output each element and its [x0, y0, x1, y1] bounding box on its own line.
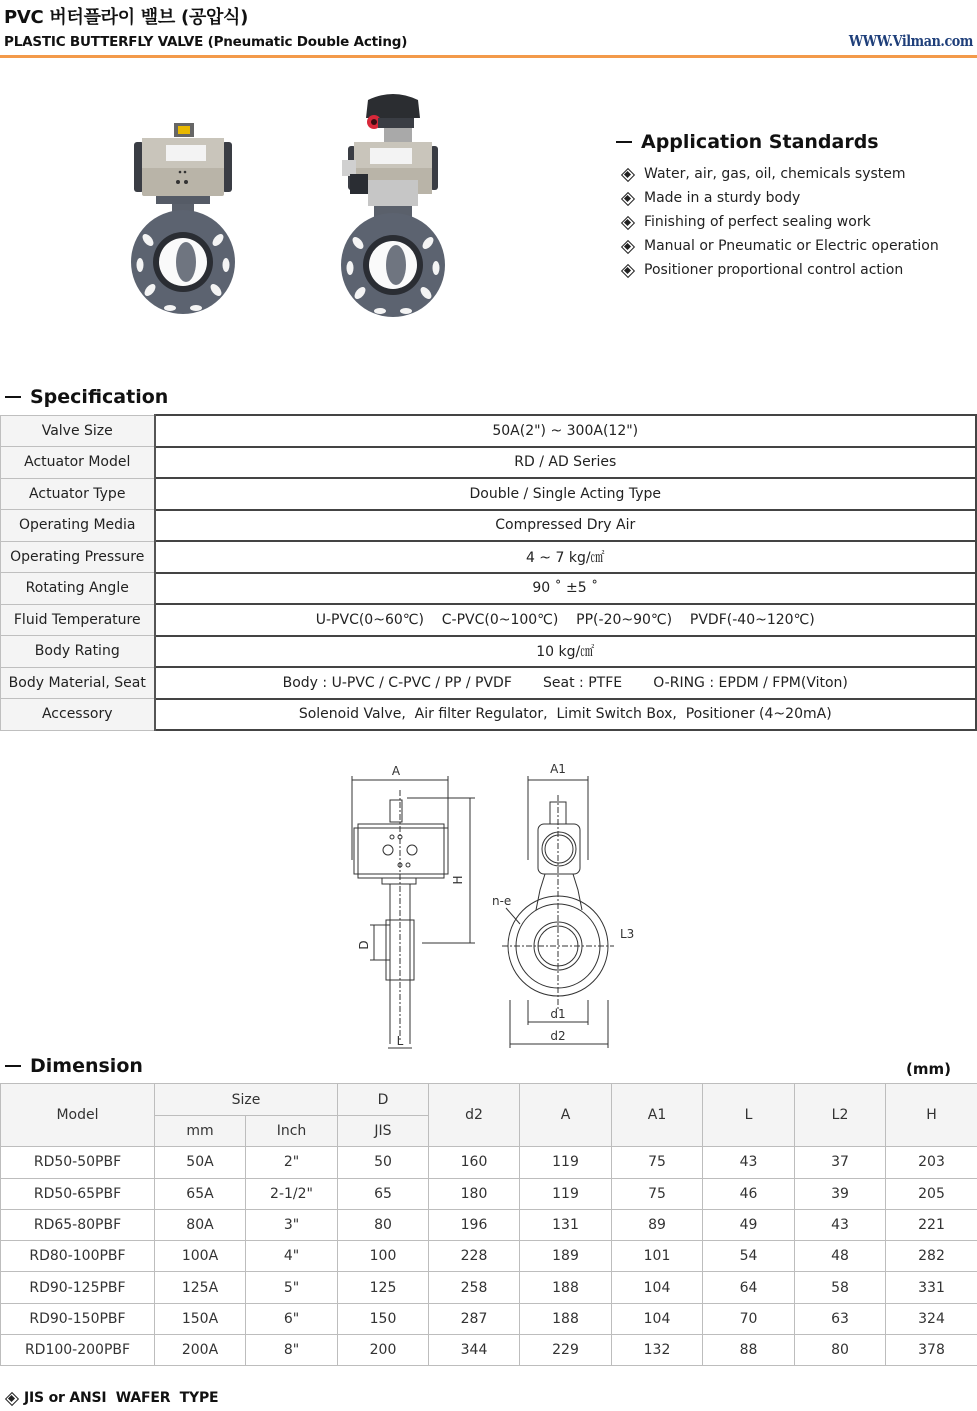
table-cell: 88	[703, 1335, 795, 1366]
table-cell: 89	[612, 1209, 703, 1240]
spec-label: Operating Pressure	[1, 541, 155, 573]
spec-value: 50A(2") ~ 300A(12")	[155, 415, 977, 447]
dim-label-l3: L3	[620, 927, 635, 941]
spec-value: 4 ~ 7 kg/㎠	[155, 541, 977, 573]
col-inch: Inch	[246, 1116, 338, 1147]
col-h: H	[886, 1084, 977, 1147]
diamond-bullet-icon	[621, 240, 634, 253]
spec-value: U-PVC(0~60℃) C-PVC(0~100℃) PP(-20~90℃) PVDF(-40~120℃)	[155, 604, 977, 636]
col-size: Size	[155, 1084, 338, 1116]
table-cell: 6"	[246, 1303, 338, 1334]
header-row	[1, 1084, 977, 1116]
table-cell: 205	[886, 1178, 977, 1209]
specification-table	[0, 414, 977, 731]
table-cell: RD90-125PBF	[1, 1272, 155, 1303]
spec-row	[1, 478, 977, 510]
technical-drawing	[330, 760, 650, 1059]
table-cell: 58	[795, 1272, 886, 1303]
table-row	[1, 1335, 977, 1366]
table-cell: 119	[520, 1147, 612, 1178]
application-standards	[615, 131, 965, 282]
table-cell: 200	[338, 1335, 429, 1366]
table-cell: 100	[338, 1241, 429, 1272]
table-cell: 125	[338, 1272, 429, 1303]
col-d: D	[338, 1084, 429, 1116]
spec-label: Actuator Type	[1, 478, 155, 510]
table-cell: 229	[520, 1335, 612, 1366]
table-cell: 80	[795, 1335, 886, 1366]
spec-label: Operating Media	[1, 510, 155, 542]
spec-value: Double / Single Acting Type	[155, 478, 977, 510]
table-cell: RD80-100PBF	[1, 1241, 155, 1272]
table-cell: 180	[429, 1178, 520, 1209]
application-list	[615, 162, 965, 282]
table-cell: 43	[703, 1147, 795, 1178]
spec-value: 10 kg/㎠	[155, 636, 977, 668]
table-cell: RD90-150PBF	[1, 1303, 155, 1334]
table-row	[1, 1209, 977, 1240]
table-cell: 196	[429, 1209, 520, 1240]
table-cell: 228	[429, 1241, 520, 1272]
table-cell: 50A	[155, 1147, 246, 1178]
table-cell: 287	[429, 1303, 520, 1334]
table-cell: 54	[703, 1241, 795, 1272]
diamond-bullet-icon	[621, 216, 634, 229]
table-cell: 100A	[155, 1241, 246, 1272]
col-a: A	[520, 1084, 612, 1147]
table-cell: 331	[886, 1272, 977, 1303]
col-mm: mm	[155, 1116, 246, 1147]
dim-label-a1: A1	[550, 762, 566, 776]
table-cell: 150	[338, 1303, 429, 1334]
dimension-title: Dimension	[4, 1055, 143, 1077]
spec-value: Solenoid Valve, Air filter Regulator, Limit Switch Box, Positioner (4~20mA)	[155, 699, 977, 731]
table-cell: RD50-65PBF	[1, 1178, 155, 1209]
title-english: PLASTIC BUTTERFLY VALVE (Pneumatic Double Acting)	[4, 34, 408, 50]
spec-row	[1, 415, 977, 447]
table-cell: 188	[520, 1303, 612, 1334]
table-cell: 48	[795, 1241, 886, 1272]
table-row	[1, 1272, 977, 1303]
table-cell: 39	[795, 1178, 886, 1209]
spec-label: Body Rating	[1, 636, 155, 668]
product-photo-valve-actuator	[128, 120, 238, 320]
table-cell: 43	[795, 1209, 886, 1240]
table-cell: 2"	[246, 1147, 338, 1178]
dash-icon	[5, 396, 21, 398]
table-cell: 4"	[246, 1241, 338, 1272]
website-link[interactable]: WWW.Vilman.com	[848, 32, 973, 50]
table-cell: 80A	[155, 1209, 246, 1240]
table-row	[1, 1147, 977, 1178]
spec-label: Actuator Model	[1, 447, 155, 479]
dimension-body	[1, 1147, 977, 1366]
table-cell: 131	[520, 1209, 612, 1240]
diamond-bullet-icon	[5, 1392, 18, 1405]
diamond-bullet-icon	[621, 192, 634, 205]
table-cell: 378	[886, 1335, 977, 1366]
unit-label: (mm)	[906, 1060, 951, 1078]
col-d2: d2	[429, 1084, 520, 1147]
dim-label-a: A	[391, 764, 401, 778]
table-cell: RD100-200PBF	[1, 1335, 155, 1366]
table-cell: 258	[429, 1272, 520, 1303]
table-cell: 80	[338, 1209, 429, 1240]
col-a1: A1	[612, 1084, 703, 1147]
col-l: L	[703, 1084, 795, 1147]
application-item: Positioner proportional control action	[615, 258, 965, 282]
table-cell: 37	[795, 1147, 886, 1178]
table-cell: 203	[886, 1147, 977, 1178]
spec-label: Accessory	[1, 699, 155, 731]
table-cell: 104	[612, 1272, 703, 1303]
table-cell: RD65-80PBF	[1, 1209, 155, 1240]
spec-row	[1, 447, 977, 479]
spec-row	[1, 541, 977, 573]
spec-row	[1, 667, 977, 699]
application-item: Made in a sturdy body	[615, 186, 965, 210]
table-cell: 65A	[155, 1178, 246, 1209]
spec-row	[1, 636, 977, 668]
table-cell: 2-1/2"	[246, 1178, 338, 1209]
diamond-bullet-icon	[621, 264, 634, 277]
dim-label-h: H	[451, 875, 465, 885]
product-photo-valve-accessories	[338, 90, 448, 320]
table-cell: 63	[795, 1303, 886, 1334]
footer-note: JIS or ANSI WAFER TYPE	[5, 1390, 218, 1406]
dim-label-d: D	[357, 940, 371, 950]
table-cell: 324	[886, 1303, 977, 1334]
table-cell: 75	[612, 1178, 703, 1209]
col-l2: L2	[795, 1084, 886, 1147]
dim-label-l: L	[396, 1034, 404, 1048]
dim-label-ne: n-e	[492, 894, 512, 908]
table-cell: 8"	[246, 1335, 338, 1366]
table-cell: 200A	[155, 1335, 246, 1366]
table-cell: 65	[338, 1178, 429, 1209]
table-cell: 46	[703, 1178, 795, 1209]
spec-label: Rotating Angle	[1, 573, 155, 605]
table-cell: 188	[520, 1272, 612, 1303]
application-item: Finishing of perfect sealing work	[615, 210, 965, 234]
dim-label-d1: d1	[550, 1007, 566, 1021]
title-korean: PVC 버터플라이 밸브 (공압식)	[4, 7, 249, 28]
spec-row	[1, 573, 977, 605]
table-row	[1, 1178, 977, 1209]
table-cell: 3"	[246, 1209, 338, 1240]
header-divider	[0, 55, 977, 58]
spec-value: Body : U-PVC / C-PVC / PP / PVDF Seat : PTFE O-RING : EPDM / FPM(Viton)	[155, 667, 977, 699]
page-header	[0, 0, 977, 58]
application-item: Manual or Pneumatic or Electric operation	[615, 234, 965, 258]
table-cell: 119	[520, 1178, 612, 1209]
diamond-bullet-icon	[621, 168, 634, 181]
table-cell: 221	[886, 1209, 977, 1240]
dim-label-d2: d2	[550, 1029, 566, 1043]
table-cell: 70	[703, 1303, 795, 1334]
col-model: Model	[1, 1084, 155, 1147]
dimension-table	[0, 1083, 977, 1366]
table-row	[1, 1241, 977, 1272]
application-item: Water, air, gas, oil, chemicals system	[615, 162, 965, 186]
table-cell: 344	[429, 1335, 520, 1366]
col-jis: JIS	[338, 1116, 429, 1147]
spec-value: RD / AD Series	[155, 447, 977, 479]
spec-row	[1, 510, 977, 542]
spec-row	[1, 604, 977, 636]
spec-label: Fluid Temperature	[1, 604, 155, 636]
table-cell: 160	[429, 1147, 520, 1178]
dash-icon	[5, 1065, 21, 1067]
specification-title: Specification	[4, 386, 168, 408]
spec-row	[1, 699, 977, 731]
table-cell: 64	[703, 1272, 795, 1303]
table-cell: 5"	[246, 1272, 338, 1303]
table-cell: 50	[338, 1147, 429, 1178]
table-cell: 101	[612, 1241, 703, 1272]
spec-label: Body Material, Seat	[1, 667, 155, 699]
table-cell: 49	[703, 1209, 795, 1240]
table-cell: RD50-50PBF	[1, 1147, 155, 1178]
table-cell: 150A	[155, 1303, 246, 1334]
application-title: Application Standards	[615, 131, 965, 153]
spec-label: Valve Size	[1, 415, 155, 447]
dash-icon	[616, 141, 632, 143]
table-cell: 282	[886, 1241, 977, 1272]
table-row	[1, 1303, 977, 1334]
spec-value: 90 ˚ ±5 ˚	[155, 573, 977, 605]
table-cell: 104	[612, 1303, 703, 1334]
table-cell: 189	[520, 1241, 612, 1272]
spec-value: Compressed Dry Air	[155, 510, 977, 542]
table-cell: 132	[612, 1335, 703, 1366]
table-cell: 125A	[155, 1272, 246, 1303]
table-cell: 75	[612, 1147, 703, 1178]
